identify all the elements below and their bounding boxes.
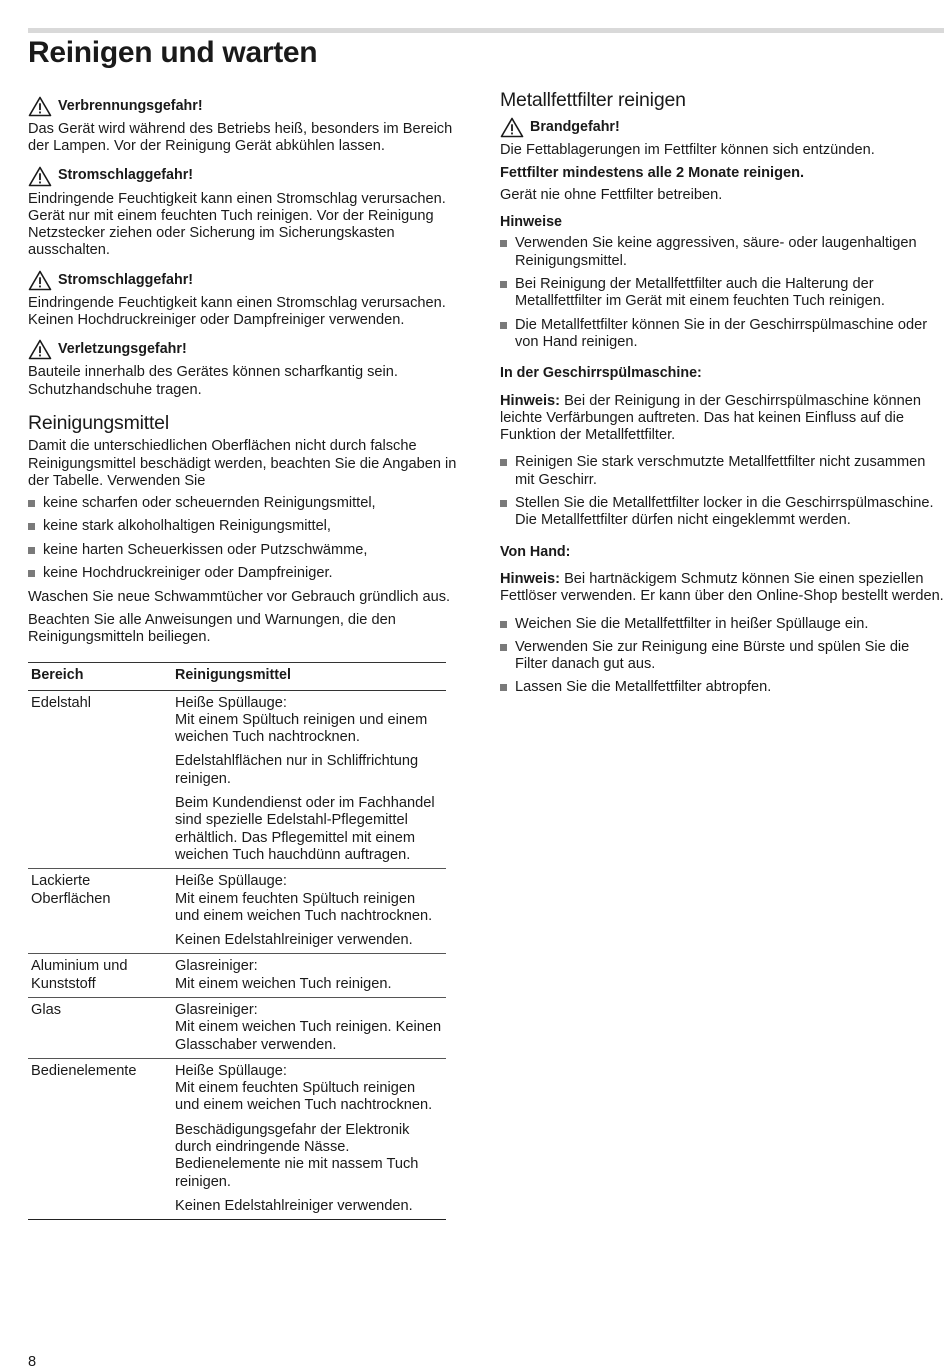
list-item [28, 518, 476, 535]
table-cell-mittel [172, 690, 446, 869]
brandgefahr-warning [500, 117, 944, 138]
bold-note: Fettfilter mindestens alle 2 Monate reinigen. [500, 164, 805, 181]
reinigungsmittel-para1: Waschen Sie neue Schwammtücher vor Gebrauch gründlich aus. [28, 589, 451, 606]
reinigungsmittel-para2: Beachten Sie alle Anweisungen und Warnungen, die den Reinigungsmitteln beiliegen. [28, 611, 396, 645]
table-cell-mittel [172, 997, 446, 1058]
metallfettfilter-heading: Metallfettfilter reinigen [500, 89, 686, 111]
list-item [500, 276, 944, 311]
warning-text: Das Gerät wird während des Betriebs heiß, besonders im Bereich der Lampen. Vor der Reinigung Gerät abkühlen lassen. [28, 121, 453, 155]
list-item [500, 317, 944, 352]
square-bullet-icon [500, 684, 507, 691]
spuelmaschine-heading: In der Geschirrspülmaschine: [500, 365, 702, 382]
warning-title: Verletzungsgefahr! [58, 341, 187, 358]
table-cell-paragraph: Beschädigungsgefahr der Elektronik durch eindringende Nässe. Bedienelemente nie mit nassem Tuch reinigen. [175, 1121, 419, 1190]
page-title: Reinigen und warten [28, 36, 318, 69]
list-item-text: keine stark alkoholhaltigen Reinigungsmittel, [43, 518, 331, 535]
warning-heading [28, 270, 476, 291]
table-cell-bereich: Bedienelemente [28, 1058, 172, 1219]
note: Gerät nie ohne Fettfilter betreiben. [500, 186, 723, 203]
square-bullet-icon [500, 322, 507, 329]
list-item [28, 565, 476, 582]
table-row [28, 690, 446, 869]
von-hand-hinweis [500, 571, 944, 606]
spuelmaschine-hinweis-text: Bei der Reinigung in der Geschirrspülmaschine können leichte Verfärbungen auftreten. Das hat keinen Einfluss auf die Funktion der Metallfettfilter. [500, 392, 922, 444]
warning-title: Stromschlaggefahr! [58, 167, 194, 184]
list-item-text: Verwenden Sie keine aggressiven, säure- oder laugenhaltigen Reinigungsmittel. [515, 235, 917, 269]
table-cell-mittel [172, 869, 446, 954]
von-hand-hinweis-text: Bei hartnäckigem Schmutz können Sie einen speziellen Fettlöser verwenden. Er kann über den Online-Shop bestellt werden. [500, 570, 944, 605]
table-header-reinigungsmittel: Reinigungsmittel [172, 663, 446, 690]
table-row [28, 954, 446, 998]
spuelmaschine-hinweis [500, 393, 944, 445]
page-number: 8 [28, 1354, 37, 1370]
table-cell-paragraph: Keinen Edelstahlreiniger verwenden. [175, 1197, 413, 1214]
square-bullet-icon [28, 570, 35, 577]
spuelmaschine-list [500, 454, 944, 529]
warning-triangle-icon [28, 339, 52, 360]
table-cell-paragraph: Keinen Edelstahlreiniger verwenden. [175, 932, 413, 949]
table-cell-paragraph: Edelstahlflächen nur in Schliffrichtung reinigen. [175, 753, 419, 787]
square-bullet-icon [500, 281, 507, 288]
table-cell-mittel [172, 1058, 446, 1219]
reinigungsmittel-list [28, 495, 476, 582]
warning-text: Eindringende Feuchtigkeit kann einen Stromschlag verursachen. Gerät nur mit einem feuchten Tuch reinigen. Vor der Reinigung Netzstecker ziehen oder Sicherung im Sicherungskasten ausschalten. [28, 190, 446, 259]
square-bullet-icon [500, 644, 507, 651]
list-item-text: Die Metallfettfilter können Sie in der Geschirrspülmaschine oder von Hand reinigen. [515, 316, 928, 350]
list-item-text: Lassen Sie die Metallfettfilter abtropfen. [515, 679, 772, 696]
list-item [28, 495, 476, 512]
von-hand-heading: Von Hand: [500, 543, 571, 560]
list-item-text: keine Hochdruckreiniger oder Dampfreiniger. [43, 565, 333, 582]
warning-triangle-icon [28, 166, 52, 187]
warning-block [28, 270, 476, 330]
warning-heading [28, 96, 476, 117]
left-column [28, 96, 476, 1220]
table-header-bereich: Bereich [28, 663, 172, 690]
list-item [500, 235, 944, 270]
table-cell-paragraph: Heiße Spüllauge: Mit einem feuchten Spültuch reinigen und einem weichen Tuch nachtrocknen. [175, 1062, 433, 1114]
list-item [500, 454, 944, 489]
list-item-text: Weichen Sie die Metallfettfilter in heißer Spüllauge ein. [515, 615, 869, 632]
table-cell-paragraph: Heiße Spüllauge: Mit einem feuchten Spültuch reinigen und einem weichen Tuch nachtrocknen. [175, 873, 433, 924]
table-cell-mittel [172, 954, 446, 998]
warning-heading [28, 339, 476, 360]
table-cell-paragraph: Heiße Spüllauge: Mit einem Spültuch reinigen und einem weichen Tuch nachtrocknen. [175, 694, 428, 746]
table-header-row [28, 663, 446, 690]
list-item-text: Reinigen Sie stark verschmutzte Metallfettfilter nicht zusammen mit Geschirr. [515, 454, 926, 488]
list-item [500, 679, 944, 696]
warning-title: Verbrennungsgefahr! [58, 97, 203, 114]
list-item-text: Verwenden Sie zur Reinigung eine Bürste und spülen Sie die Filter danach gut aus. [515, 638, 910, 673]
warning-heading [28, 166, 476, 187]
warning-block [28, 339, 476, 399]
square-bullet-icon [28, 500, 35, 507]
table-row [28, 1058, 446, 1219]
reinigungsmittel-heading: Reinigungsmittel [28, 411, 169, 434]
table-cell-bereich: Glas [28, 997, 172, 1058]
warning-block [28, 96, 476, 156]
brandgefahr-title: Brandgefahr! [530, 119, 620, 136]
table-row [28, 869, 446, 954]
warnings-list [28, 96, 476, 399]
list-item [28, 542, 476, 559]
table-cell-bereich: Edelstahl [28, 690, 172, 869]
square-bullet-icon [500, 621, 507, 628]
list-item [500, 616, 944, 633]
table-cell-paragraph: Glasreiniger: Mit einem weichen Tuch reinigen. Keinen Glasschaber verwenden. [175, 1001, 442, 1053]
warning-title: Stromschlaggefahr! [58, 271, 194, 288]
warning-text: Eindringende Feuchtigkeit kann einen Stromschlag verursachen. Keinen Hochdruckreiniger oder Dampfreiniger verwenden. [28, 294, 446, 329]
warning-triangle-icon [500, 117, 524, 138]
list-item-text: keine harten Scheuerkissen oder Putzschwämme, [43, 541, 368, 558]
list-item [500, 495, 944, 530]
table-row [28, 997, 446, 1058]
table-cell-bereich: Lackierte Oberflächen [28, 869, 172, 954]
square-bullet-icon [500, 459, 507, 466]
hinweise-list [500, 235, 944, 351]
reinigungsmittel-intro: Damit die unterschiedlichen Oberflächen nicht durch falsche Reinigungsmittel beschädigt werden, beachten Sie die Angaben in der Tabelle. Verwenden Sie [28, 438, 457, 489]
table-cell-bereich: Aluminium und Kunststoff [28, 954, 172, 998]
warning-block [28, 166, 476, 260]
square-bullet-icon [28, 547, 35, 554]
top-rule [28, 28, 944, 33]
list-item-text: Stellen Sie die Metallfettfilter locker in die Geschirrspülmaschine. Die Metallfettfilter dürfen nicht eingeklemmt werden. [515, 495, 934, 529]
von-hand-hinweis-label: Hinweis: [500, 570, 561, 587]
table-cell-paragraph: Glasreiniger: Mit einem weichen Tuch reinigen. [175, 958, 392, 992]
warning-triangle-icon [28, 270, 52, 291]
table-cell-paragraph: Beim Kundendienst oder im Fachhandel sind spezielle Edelstahl-Pflegemittel erhältlich. Das Pflegemittel mit einem weichen Tuch hauchdünn auftragen. [175, 795, 435, 863]
hinweise-heading: Hinweise [500, 214, 562, 231]
spuelmaschine-hinweis-label: Hinweis: [500, 392, 561, 409]
square-bullet-icon [500, 240, 507, 247]
warning-text: Bauteile innerhalb des Gerätes können scharfkantig sein. Schutzhandschuhe tragen. [28, 364, 398, 398]
square-bullet-icon [28, 523, 35, 530]
warning-triangle-icon [28, 96, 52, 117]
list-item [500, 639, 944, 674]
right-column [500, 89, 944, 704]
von-hand-list [500, 616, 944, 697]
table-body [28, 690, 446, 1220]
cleaning-table [28, 662, 446, 1220]
list-item-text: Bei Reinigung der Metallfettfilter auch die Halterung der Metallfettfilter im Gerät mit einem feuchten Tuch reinigen. [515, 276, 885, 310]
brandgefahr-text: Die Fettablagerungen im Fettfilter können sich entzünden. [500, 142, 875, 159]
list-item-text: keine scharfen oder scheuernden Reinigungsmittel, [43, 495, 376, 512]
square-bullet-icon [500, 500, 507, 507]
